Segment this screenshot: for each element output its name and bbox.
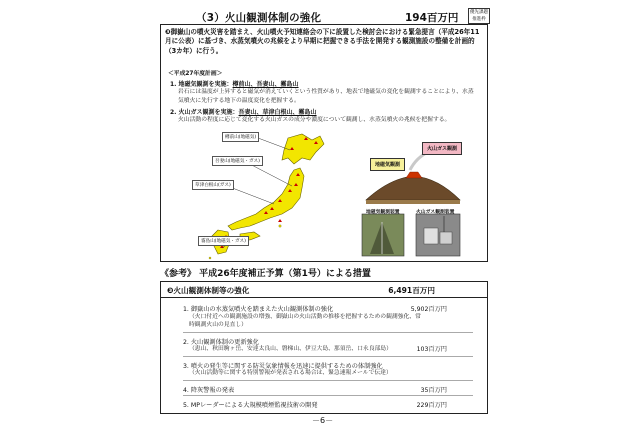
measure-divider: [183, 332, 473, 333]
plan-item-1-desc: 岩石には温度が上昇すると磁気が消えていくという性質があり、地表で地磁気の変化を観測することにより、水蒸気噴火に先行する地下の温度変化を把握する。: [178, 89, 474, 104]
measure-divider: [183, 380, 473, 381]
section-budget: 194百万円: [405, 12, 459, 24]
measure-1-title: 1. 御嶽山の水蒸気噴火を踏まえた火山観測体制の強化: [183, 306, 334, 313]
volcano-illustration: [366, 176, 460, 200]
measure-2-desc: （恵山、秋田駒ヶ岳、安達太良山、磐梯山、伊豆大島、那須岳、口永良部島）: [189, 346, 392, 352]
plan-item-1-title: 1. 地磁気観測を実施：: [170, 81, 233, 88]
map-label-kirishima: 霧島山(地磁気・ガス): [198, 236, 249, 246]
page-number: －6－: [312, 416, 334, 425]
measure-5-title: 5. MPレーダーによる大規模噴煙監視技術の開発: [183, 402, 318, 409]
measure-3-desc: （火山活動等に関する特別警報が発表される場合は、緊急速報メールで伝達）: [189, 370, 392, 376]
map-label-tarumae: 樽前山(地磁気): [222, 132, 259, 142]
measure-1-desc-2: 時観測火山の見直し）: [189, 322, 247, 328]
plan-item-2-desc: 火山活動の程度に応じて変化する火山ガスの成分や濃度について観測し、水蒸気噴火の兆候を把握する。: [178, 117, 451, 123]
callout-geomag: 地磁気観測: [370, 158, 405, 171]
plan-heading: ＜平成27年度計画＞: [168, 71, 223, 77]
hokkaido-shape: [282, 134, 324, 164]
map-label-azuma: 吾妻山(地磁気・ガス): [212, 156, 263, 166]
stamp-line-1: 優先課題: [470, 10, 488, 15]
measure-1-amount: 5,902百万円: [410, 306, 447, 313]
plan-item-2-title: 2. 火山ガス観測を実施：: [170, 109, 239, 116]
plan-item-2-targets: 吾妻山、草津白根山、霧島山: [238, 109, 317, 116]
measure-divider: [183, 395, 473, 396]
reference-heading: 《参考》 平成26年度補正予算（第1号）による措置: [160, 269, 371, 279]
plan-item-1-targets: 樽前山、吾妻山、霧島山: [232, 81, 299, 88]
plan-item-1: [170, 79, 299, 88]
volcano-map-area: [170, 130, 490, 260]
supplementary-budget-amount: 6,491百万円: [388, 286, 435, 295]
priority-stamp: [468, 8, 490, 24]
measure-4-amount: 35百万円: [420, 387, 447, 394]
section-title: （3）火山観測体制の強化: [196, 12, 322, 24]
map-label-kusatsu: 草津白根山(ガス): [192, 180, 234, 190]
supplementary-budget-box: [160, 281, 488, 414]
plan-lead-text: ❸御嶽山の噴火災害を踏まえ、火山噴火予知連絡会の下に設置した検討会における緊急提言（平成26年11月に公表）に基づき、水蒸気噴火の兆候をより早期に把握できる手法を開発する観測施設の整備を計画的（3カ年）に行う。: [165, 28, 480, 55]
izu-island: [279, 225, 281, 227]
measure-5-amount: 229百万円: [416, 402, 447, 409]
supplementary-budget-title: ❸火山観測体制等の強化: [167, 286, 250, 295]
stamp-line-2: 推進枠: [472, 17, 486, 22]
measure-4-title: 4. 降灰警報の発表: [183, 387, 235, 394]
measure-1-desc-1: （火口付近への観測施設の増強、御嶽山の火山活動の推移を把握するための観測強化、常: [189, 314, 421, 320]
measure-2-amount: 103百万円: [416, 346, 447, 353]
callout-gas: 火山ガス観測: [422, 142, 462, 155]
honshu-shape: [228, 168, 304, 230]
plan-item-2: [170, 107, 317, 116]
measure-2-title: 2. 火山観測体制の更新強化: [183, 339, 259, 346]
caption-geomag-photo: 地磁気観測装置: [366, 210, 400, 215]
southern-island: [209, 257, 211, 259]
measure-divider: [183, 356, 473, 357]
measure-3-title: 3. 噴火の発生等に関する防災気象情報を迅速に提供するための体制強化: [183, 363, 383, 370]
caption-gas-photo: 火山ガス観測装置: [416, 210, 455, 215]
supplementary-budget-header: [161, 282, 487, 298]
